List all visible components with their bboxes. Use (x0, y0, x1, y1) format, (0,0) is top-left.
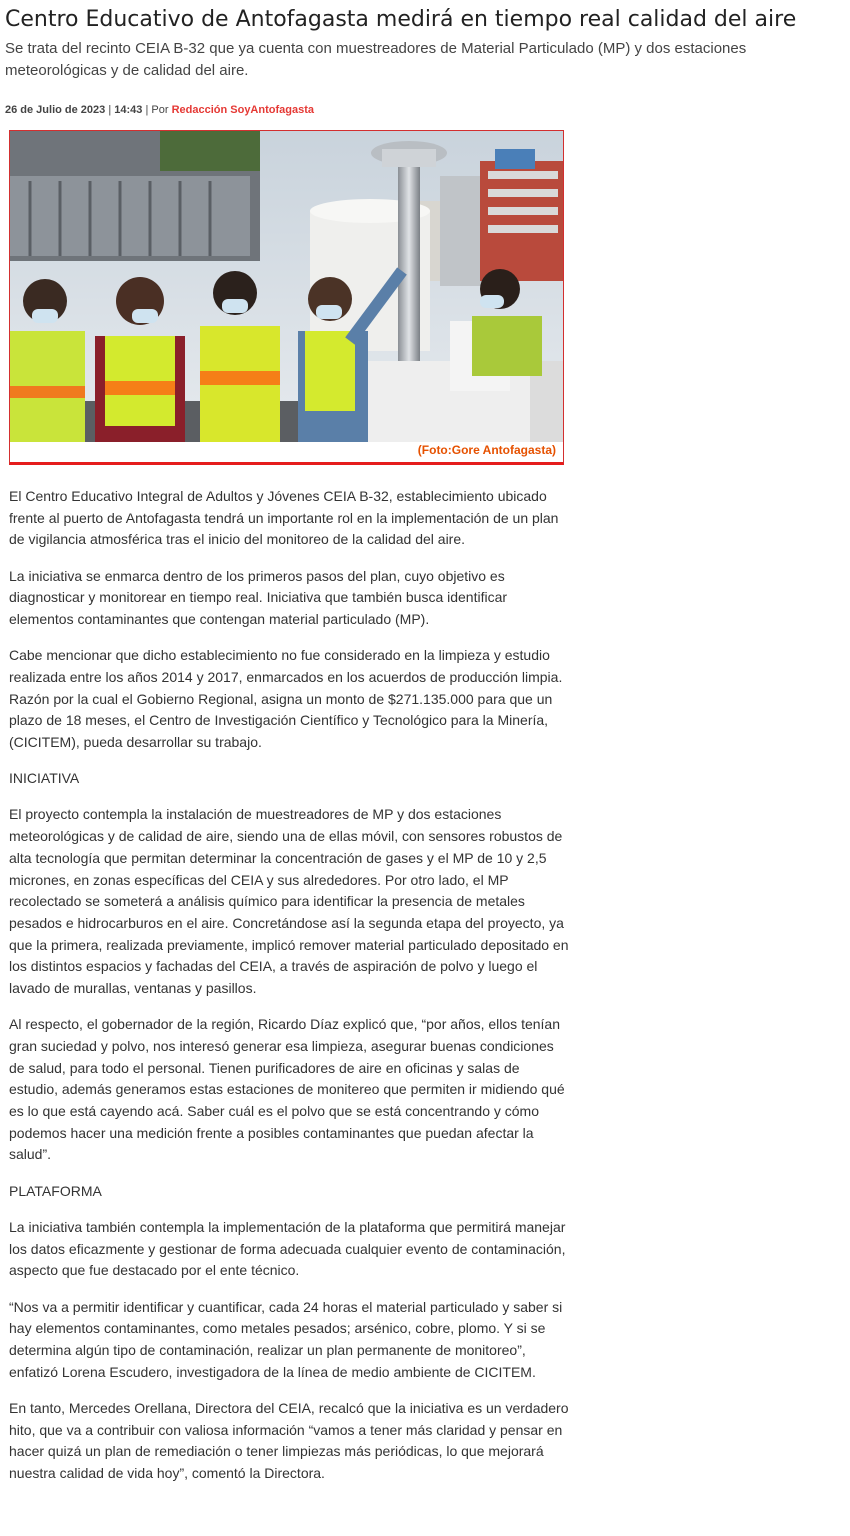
publish-time: 14:43 (114, 104, 143, 116)
paragraph: Al respecto, el gobernador de la región, Ricardo Díaz explicó que, “por años, ellos tenían gran suciedad y polvo, nos interesó generar esa limpieza, asegurar buenas condiciones de salud, para todo el personal. Tienen purificadores de aire en oficinas y salas de estudio, además generamos estas estaciones de monitereo que permiten ir midiendo qué es lo que está cayendo acá. Saber cuál es el polvo que se está concentrando y cómo podemos hacer una medición frente a posibles contaminantes que puedan afectar la salud”. (9, 1016, 565, 1163)
by-label: Por (151, 104, 169, 116)
article-subtitle: Se trata del recinto CEIA B-32 que ya cuenta con muestreadores de Material Particulado (MP) y dos estaciones meteorológicas y de calidad del aire. (5, 40, 747, 79)
article-title: Centro Educativo de Antofagasta medirá en tiempo real calidad del aire (5, 7, 797, 32)
section-heading: PLATAFORMA (9, 1182, 102, 1199)
publish-date: 26 de Julio de 2023 (5, 104, 106, 116)
paragraph: La iniciativa se enmarca dentro de los primeros pasos del plan, cuyo objetivo es diagnosticar y monitorear en tiempo real. Iniciativa que también busca identificar elementos contaminantes que contengan material particulado (MP). (9, 567, 508, 628)
author-link[interactable]: Redacción SoyAntofagasta (171, 104, 314, 116)
photo-caption: (Foto:Gore Antofagasta) (417, 443, 556, 457)
paragraph: En tanto, Mercedes Orellana, Directora del CEIA, recalcó que la iniciativa es un verdadero hito, que va a contribuir con valiosa información “vamos a tener más claridad y pensar en hacer quizá un plan de remediación o tener limpiezas más periódicas, lo que mejorará nuestra calidad de vida hoy”, comentó la Directora. (9, 1399, 569, 1481)
article-meta (5, 103, 314, 117)
meta-separator: | (145, 104, 152, 116)
paragraph: El proyecto contempla la instalación de muestreadores de MP y dos estaciones meteorológicas y de calidad de aire, siendo una de ellas móvil, con sensores robustos de alta tecnología que permitan determinar la concentración de gases y el MP de 10 y 2,5 micrones, en zonas específicas del CEIA y sus alrededores. Por otro lado, el MP recolectado se someterá a análisis químico para identificar la presencia de metales pesados e hidrocarburos en el aire. Concretándose así la segunda etapa del proyecto, ya que la primera, realizada previamente, implicó remover material particulado depositado en los distintos espacios y fachadas del CEIA, a través de aspiración de polvo y luego el lavado de murallas, ventanas y pasillos. (9, 806, 569, 997)
paragraph: “Nos va a permitir identificar y cuantificar, cada 24 horas el material particulado y saber si hay elementos contaminantes, como metales pesados; arsénico, cobre, plomo. Y si se determina algún tipo de contaminación, realizar un plan permanente de monitoreo”, enfatizó Lorena Escudero, investigadora de la línea de medio ambiente de CICITEM. (9, 1298, 563, 1380)
paragraph: La iniciativa también contempla la implementación de la plataforma que permitirá manejar los datos eficazmente y gestionar de forma adecuada cualquier evento de contaminación, aspecto que fue destacado por el ente técnico. (9, 1218, 566, 1279)
article-figure (9, 130, 564, 465)
section-heading: INICIATIVA (9, 770, 80, 787)
meta-separator: | (108, 104, 115, 116)
article-body (9, 486, 569, 1499)
paragraph: El Centro Educativo Integral de Adultos y Jóvenes CEIA B-32, establecimiento ubicado frente al puerto de Antofagasta tendrá un importante rol en la implementación de un plan de vigilancia atmosférica tras el inicio del monitoreo de la calidad del aire. (9, 488, 559, 548)
article-photo (10, 131, 563, 442)
paragraph: Cabe mencionar que dicho establecimiento no fue considerado en la limpieza y estudio realizada entre los años 2014 y 2017, enmarcados en los acuerdos de producción limpia. Razón por la cual el Gobierno Regional, asigna un monto de $271.135.000 para que un plazo de 18 meses, el Centro de Investigación Científico y Tecnológico para la Minería, (CICITEM), pueda desarrollar su trabajo. (9, 647, 563, 751)
